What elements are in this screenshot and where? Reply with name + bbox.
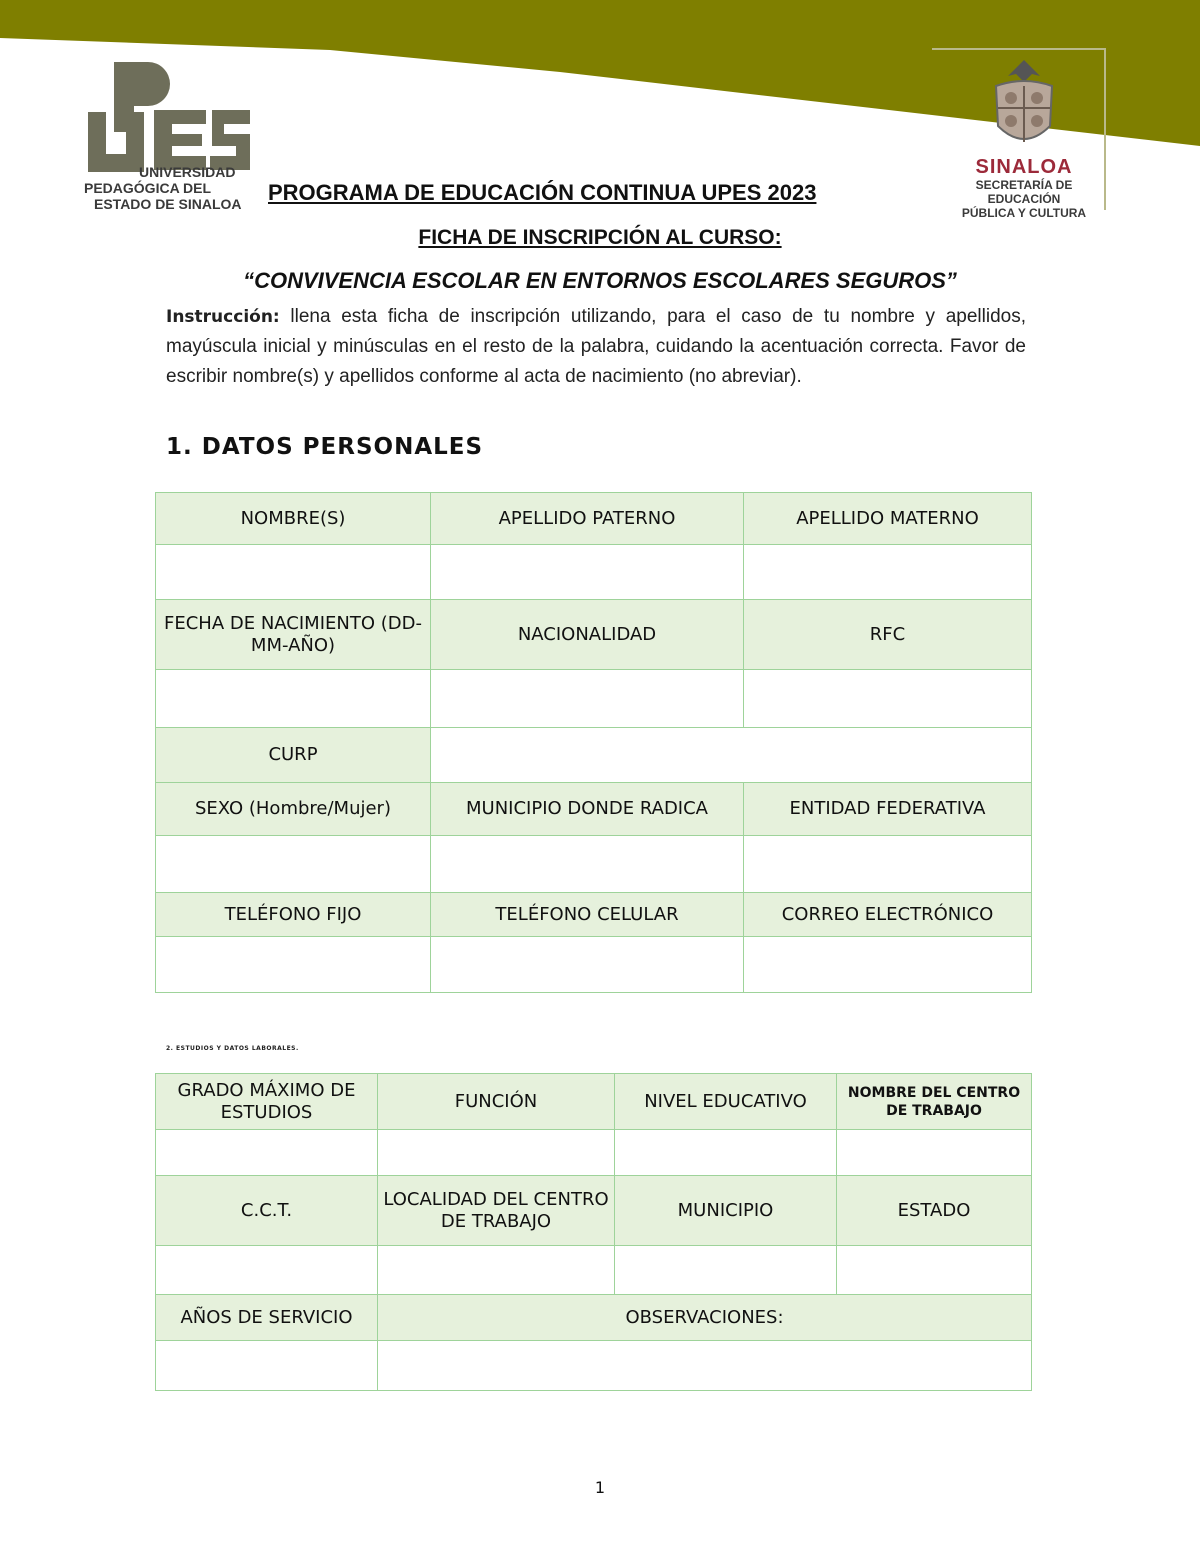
field-nacionalidad[interactable] — [431, 670, 744, 728]
page-number: 1 — [594, 1478, 606, 1497]
header-rfc: RFC — [744, 600, 1032, 670]
field-curp[interactable] — [431, 728, 1032, 783]
upes-logo — [84, 58, 264, 218]
header-anios: AÑOS DE SERVICIO — [156, 1295, 378, 1341]
header-apellido-materno: APELLIDO MATERNO — [744, 493, 1032, 545]
course-title: “CONVIVENCIA ESCOLAR EN ENTORNOS ESCOLARES SEGUROS” — [243, 268, 957, 293]
sinaloa-line2: EDUCACIÓN — [987, 192, 1061, 206]
header-funcion: FUNCIÓN — [378, 1074, 615, 1130]
instruction-text: llena esta ficha de inscripción utilizando, para el caso de tu nombre y apellidos, mayúscula inicial y minúsculas en el resto de la palabra, cuidando la acentuación correcta. Favor de escribir nombre(s) y apellidos conforme al acta de nacimiento (no abreviar). — [166, 306, 1026, 387]
instruction-paragraph — [166, 302, 1026, 392]
field-localidad[interactable] — [378, 1246, 615, 1295]
header-estado: ESTADO — [837, 1176, 1032, 1246]
field-rfc[interactable] — [744, 670, 1032, 728]
header-nacionalidad: NACIONALIDAD — [431, 600, 744, 670]
personal-data-table — [155, 492, 1032, 993]
field-funcion[interactable] — [378, 1130, 615, 1176]
sinaloa-line1: SECRETARÍA DE — [975, 178, 1073, 192]
field-apellido-materno[interactable] — [744, 545, 1032, 600]
header-telefono-fijo: TELÉFONO FIJO — [156, 893, 431, 937]
sinaloa-name: SINALOA — [975, 156, 1073, 178]
field-cct[interactable] — [156, 1246, 378, 1295]
upes-line1: UNIVERSIDAD — [139, 164, 236, 180]
header-cct: C.C.T. — [156, 1176, 378, 1246]
header-apellido-paterno: APELLIDO PATERNO — [431, 493, 744, 545]
header-centro: NOMBRE DEL CENTRO DE TRABAJO — [837, 1074, 1032, 1130]
section2-title: 2. ESTUDIOS Y DATOS LABORALES. — [166, 1045, 299, 1052]
program-title: PROGRAMA DE EDUCACIÓN CONTINUA UPES 2023 — [268, 180, 817, 205]
sinaloa-logo — [946, 56, 1102, 220]
work-data-table — [155, 1073, 1032, 1391]
field-telefono-fijo[interactable] — [156, 937, 431, 993]
instruction-label: Instrucción: — [166, 307, 280, 327]
field-entidad[interactable] — [744, 836, 1032, 893]
field-telefono-celular[interactable] — [431, 937, 744, 993]
upes-line3: ESTADO DE SINALOA — [94, 196, 242, 212]
header-localidad: LOCALIDAD DEL CENTRO DE TRABAJO — [378, 1176, 615, 1246]
ficha-title: FICHA DE INSCRIPCIÓN AL CURSO: — [418, 226, 782, 249]
header-sexo: SEXO (Hombre/Mujer) — [156, 783, 431, 836]
header-observaciones: OBSERVACIONES: — [378, 1295, 1032, 1341]
header-nivel: NIVEL EDUCATIVO — [615, 1074, 837, 1130]
field-apellido-paterno[interactable] — [431, 545, 744, 600]
field-observaciones[interactable] — [378, 1341, 1032, 1391]
upes-line2: PEDAGÓGICA DEL — [84, 180, 212, 196]
sinaloa-line3: PÚBLICA Y CULTURA — [961, 206, 1087, 220]
header-municipio: MUNICIPIO DONDE RADICA — [431, 783, 744, 836]
header-grado: GRADO MÁXIMO DE ESTUDIOS — [156, 1074, 378, 1130]
field-anios[interactable] — [156, 1341, 378, 1391]
header-correo: CORREO ELECTRÓNICO — [744, 893, 1032, 937]
header-telefono-celular: TELÉFONO CELULAR — [431, 893, 744, 937]
header-fecha-nacimiento: FECHA DE NACIMIENTO (DD-MM-AÑO) — [156, 600, 431, 670]
header-municipio-trabajo: MUNICIPIO — [615, 1176, 837, 1246]
field-grado[interactable] — [156, 1130, 378, 1176]
field-sexo[interactable] — [156, 836, 431, 893]
field-nombre[interactable] — [156, 545, 431, 600]
field-nivel[interactable] — [615, 1130, 837, 1176]
field-fecha-nacimiento[interactable] — [156, 670, 431, 728]
field-estado[interactable] — [837, 1246, 1032, 1295]
logo-frame-right — [1104, 48, 1106, 210]
sinaloa-seal-icon — [986, 56, 1062, 154]
field-municipio[interactable] — [431, 836, 744, 893]
header-curp: CURP — [156, 728, 431, 783]
header-nombre: NOMBRE(S) — [156, 493, 431, 545]
field-centro[interactable] — [837, 1130, 1032, 1176]
section1-title: 1. DATOS PERSONALES — [166, 434, 484, 460]
upes-logo-mark — [84, 58, 254, 176]
field-municipio-trabajo[interactable] — [615, 1246, 837, 1295]
field-correo[interactable] — [744, 937, 1032, 993]
logo-frame-top — [932, 48, 1106, 50]
header-entidad: ENTIDAD FEDERATIVA — [744, 783, 1032, 836]
